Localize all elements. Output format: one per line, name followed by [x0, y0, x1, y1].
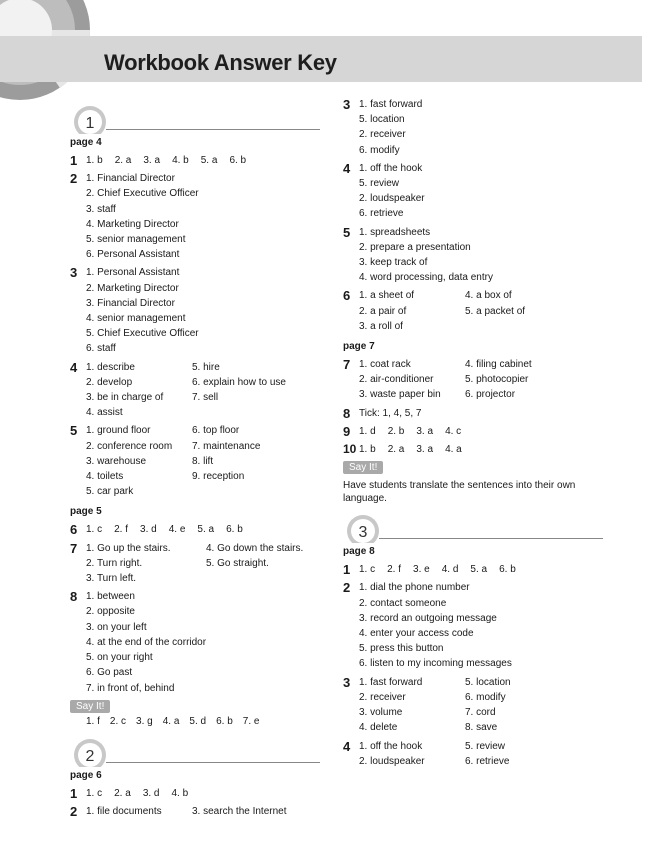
answer: 4. word processing, data entry — [359, 272, 493, 284]
answer: 5. hire — [192, 361, 220, 373]
answer: 2. f — [114, 524, 129, 536]
answer: 1. f — [86, 715, 100, 727]
exercise-number: 6 — [70, 522, 78, 538]
exercise-answers — [359, 442, 603, 457]
answer: 2. a — [114, 155, 132, 166]
answer: 4. b — [171, 787, 189, 799]
exercise-number: 3 — [343, 674, 351, 690]
exercise-answers — [359, 357, 603, 403]
answer: 6. modify — [465, 691, 506, 703]
page-6-label: page 6 — [70, 769, 102, 781]
answer: 3. volume — [359, 707, 403, 719]
answer: 1. fast forward — [359, 99, 423, 110]
answer: 5. senior management — [86, 234, 186, 246]
unit-2-badge — [70, 735, 106, 767]
answer: 7. cord — [465, 707, 496, 719]
answer: 1. b — [359, 444, 376, 456]
answer: 5. a — [200, 155, 218, 166]
exercise-5 — [70, 423, 320, 499]
say-it-badge: Say It! — [70, 700, 110, 713]
answer: 7. sell — [192, 392, 219, 404]
exercise-number: 2 — [70, 803, 78, 819]
answer: 3. Turn left. — [86, 573, 137, 585]
answer: 2. conference room — [86, 440, 173, 452]
page-7-label: page 7 — [343, 341, 375, 353]
unit-1-badge — [70, 102, 106, 134]
exercise-5-right — [343, 225, 603, 286]
answer: 2. opposite — [86, 606, 135, 618]
answer: 5. a packet of — [465, 305, 526, 317]
answer: 3. d — [140, 524, 157, 536]
exercise-answers — [86, 541, 320, 587]
answer: 6. projector — [465, 389, 516, 401]
answer: 4. a — [445, 444, 462, 456]
answer — [465, 319, 603, 334]
answer: 6. modify — [359, 144, 400, 156]
exercise-number: 4 — [343, 160, 351, 176]
answer: 4. enter your access code — [359, 628, 474, 640]
answer — [192, 484, 320, 499]
answer: 3. e — [413, 564, 430, 576]
answer: 9. reception — [192, 471, 245, 483]
unit-3-badge — [343, 511, 379, 543]
answer: 4. a box of — [465, 290, 512, 302]
answer: 3. d — [142, 787, 160, 799]
unit-badge-icon — [70, 735, 106, 767]
svg-text:2: 2 — [85, 747, 95, 765]
answer: 6. Go past — [86, 667, 133, 679]
answer: 4. assist — [86, 407, 123, 419]
exercise-7-right — [343, 357, 603, 403]
answer: 1. ground floor — [86, 425, 151, 437]
answer: 2. Turn right. — [86, 557, 143, 569]
exercise-answers — [86, 171, 320, 262]
exercise-number: 1 — [343, 562, 351, 578]
answer: 5. on your right — [86, 652, 153, 664]
answer: 2. contact someone — [359, 597, 447, 609]
answer: 5. location — [359, 114, 405, 126]
divider — [379, 538, 603, 539]
answer: 1. d — [359, 425, 376, 437]
answer: 1. describe — [86, 361, 135, 373]
exercise-number: 9 — [343, 423, 351, 439]
answer: 3. a — [416, 444, 434, 456]
answer: 1. Go up the stairs. — [86, 542, 171, 554]
unit-2-header — [70, 735, 320, 767]
answer: 2. develop — [86, 376, 133, 388]
answer: 5. Go straight. — [206, 557, 269, 569]
exercise-1-unit2 — [70, 786, 320, 801]
answer: 2. loudspeaker — [359, 755, 425, 767]
answer: 6. explain how to use — [192, 376, 286, 388]
exercise-4-right — [343, 161, 603, 222]
exercise-answers — [359, 739, 603, 769]
answer: 2. c — [109, 715, 127, 727]
answer: 5. d — [189, 715, 207, 727]
answer: 4. d — [441, 564, 459, 576]
answer: 1. file documents — [86, 805, 162, 817]
answer: 6. top floor — [192, 425, 240, 437]
exercise-answers — [86, 786, 320, 801]
answer: 4. filing cabinet — [465, 359, 532, 371]
answer: 2. receiver — [359, 691, 406, 703]
answer: 5. car park — [86, 486, 134, 498]
answer: 4. toilets — [86, 471, 124, 483]
answer: 2. a pair of — [359, 305, 407, 317]
exercise-answers — [359, 580, 603, 671]
exercise-number: 10 — [343, 442, 357, 457]
answer: 6. Personal Assistant — [86, 249, 180, 261]
page-4-label: page 4 — [70, 137, 102, 148]
exercise-8-right — [343, 406, 603, 421]
exercise-number: 4 — [343, 738, 351, 754]
svg-text:1: 1 — [85, 115, 95, 132]
exercise-answers — [359, 562, 603, 577]
exercise-9-right — [343, 424, 603, 439]
exercise-number: 1 — [70, 785, 78, 801]
exercise-answers — [359, 225, 603, 286]
exercise-answers — [359, 675, 603, 736]
exercise-number: 8 — [343, 405, 351, 421]
unit-1-header — [70, 102, 320, 134]
exercise-number: 3 — [343, 97, 351, 112]
exercise-1-unit3 — [343, 562, 603, 577]
answer: 4. Go down the stairs. — [206, 542, 304, 554]
page-title: Workbook Answer Key — [104, 50, 337, 75]
answer: 4. at the end of the corridor — [86, 636, 207, 648]
answer: 1. coat rack — [359, 359, 411, 371]
answer: 2. b — [387, 425, 405, 437]
answer: 4. delete — [359, 722, 398, 734]
answer: Tick: 1, 4, 5, 7 — [359, 407, 422, 419]
answer: 3. keep track of — [359, 257, 428, 269]
answer: 6. b — [216, 715, 233, 727]
exercise-number: 8 — [70, 589, 78, 605]
exercise-3 — [70, 265, 320, 356]
left-column — [70, 96, 320, 819]
answer: 5. a — [197, 524, 215, 536]
exercise-number: 7 — [70, 540, 78, 556]
answer: 4. Marketing Director — [86, 218, 179, 230]
answer: 4. e — [168, 524, 186, 536]
answer: 6. b — [229, 155, 247, 166]
answer: 1. b — [86, 155, 103, 166]
exercise-answers — [86, 360, 320, 421]
exercise-4 — [70, 360, 320, 421]
answer: 1. a sheet of — [359, 290, 415, 302]
exercise-10-right — [343, 442, 603, 457]
answer: 1. fast forward — [359, 676, 423, 688]
answer — [192, 405, 320, 420]
exercise-answers — [359, 161, 603, 222]
answer: 5. a — [470, 564, 488, 576]
exercise-4-unit3 — [343, 739, 603, 769]
exercise-3-unit3 — [343, 675, 603, 736]
answer: 6. b — [226, 524, 243, 536]
answer: 7. in front of, behind — [86, 682, 175, 694]
answer: 6. listen to my incoming messages — [359, 658, 512, 670]
exercise-answers — [86, 423, 320, 499]
answer: 6. staff — [86, 343, 116, 355]
answer — [206, 571, 320, 586]
say-it-badge: Say It! — [343, 461, 383, 474]
answer: 3. staff — [86, 203, 116, 215]
answer: 4. b — [172, 155, 189, 166]
exercise-2-unit3 — [343, 580, 603, 671]
divider — [106, 762, 320, 763]
exercise-number: 3 — [70, 265, 78, 281]
exercise-7 — [70, 541, 320, 587]
exercise-2-unit2 — [70, 804, 320, 819]
exercise-8 — [70, 589, 320, 695]
answer: 2. f — [387, 564, 402, 576]
exercise-number: 5 — [343, 224, 351, 240]
answer: 2. Chief Executive Officer — [86, 188, 199, 200]
unit-badge-icon — [343, 511, 379, 543]
exercise-number: 4 — [70, 359, 78, 375]
answer: 1. off the hook — [359, 162, 423, 174]
exercise-3-right — [343, 97, 603, 158]
exercise-6 — [70, 522, 320, 537]
exercise-answers — [86, 153, 320, 168]
answer: 3. a — [143, 155, 161, 166]
exercise-answers — [86, 804, 320, 819]
answer: 2. Marketing Director — [86, 282, 179, 294]
exercise-number: 6 — [343, 288, 351, 304]
answer: 3. search the Internet — [192, 805, 287, 817]
exercise-answers — [359, 288, 603, 334]
exercise-6-right — [343, 288, 603, 334]
answer: 3. a — [416, 425, 434, 437]
answer: 1. Personal Assistant — [86, 267, 180, 279]
answer: 3. record an outgoing message — [359, 612, 497, 624]
page-5-label: page 5 — [70, 506, 102, 518]
exercise-answers — [86, 589, 320, 695]
answer: 5. review — [465, 740, 506, 752]
answer: 2. receiver — [359, 129, 406, 141]
svg-text:3: 3 — [358, 524, 368, 542]
page-8-label: page 8 — [343, 546, 375, 558]
unit-3-header — [343, 511, 603, 543]
exercise-answers — [86, 522, 320, 537]
answer: 1. dial the phone number — [359, 582, 470, 594]
answer: 3. waste paper bin — [359, 389, 441, 401]
unit-badge-icon — [70, 102, 106, 134]
answer: 3. a roll of — [359, 320, 403, 332]
answer: 5. review — [359, 178, 400, 190]
divider — [106, 129, 320, 130]
exercise-answers — [86, 265, 320, 356]
say-it-note: Have students translate the sentences into their own language. — [343, 480, 576, 505]
answer: 6. b — [499, 564, 516, 576]
answer: 4. senior management — [86, 313, 186, 325]
answer: 1. c — [86, 787, 103, 799]
exercise-number: 7 — [343, 357, 351, 373]
answer: 1. off the hook — [359, 740, 423, 752]
answer: 5. Chief Executive Officer — [86, 328, 199, 340]
answer: 2. air-conditioner — [359, 374, 434, 386]
answer: 3. Financial Director — [86, 297, 175, 309]
answer: 2. prepare a presentation — [359, 241, 471, 253]
answer: 7. maintenance — [192, 440, 261, 452]
answer: 8. lift — [192, 455, 214, 467]
exercise-2 — [70, 171, 320, 262]
right-column — [343, 94, 603, 769]
exercise-number: 2 — [70, 171, 78, 187]
exercise-number: 2 — [343, 580, 351, 596]
answer: 3. g — [136, 715, 153, 727]
answer: 1. c — [359, 564, 376, 576]
answer: 3. be in charge of — [86, 392, 164, 404]
exercise-answers — [359, 424, 603, 439]
answer: 6. retrieve — [359, 208, 404, 220]
answer: 2. loudspeaker — [359, 193, 425, 205]
answer: 4. a — [162, 715, 180, 727]
answer: 2. a — [387, 444, 405, 456]
answer: 1. between — [86, 591, 135, 603]
answer: 1. c — [86, 524, 103, 536]
say-it-answers — [70, 714, 320, 729]
answer: 7. e — [242, 715, 260, 727]
exercise-1 — [70, 153, 320, 168]
answer: 2. a — [114, 787, 131, 799]
exercise-answers — [359, 97, 603, 158]
exercise-number: 1 — [70, 153, 78, 168]
answer: 1. Financial Director — [86, 173, 175, 185]
answer: 5. location — [465, 676, 511, 688]
answer: 1. spreadsheets — [359, 226, 431, 238]
answer: 6. retrieve — [465, 755, 510, 767]
answer: 5. photocopier — [465, 374, 529, 386]
answer: 4. c — [445, 425, 462, 437]
answer: 8. save — [465, 722, 498, 734]
answer: 5. press this button — [359, 643, 444, 655]
answer: 3. warehouse — [86, 455, 147, 467]
exercise-number: 5 — [70, 423, 78, 439]
answer: 3. on your left — [86, 621, 147, 633]
